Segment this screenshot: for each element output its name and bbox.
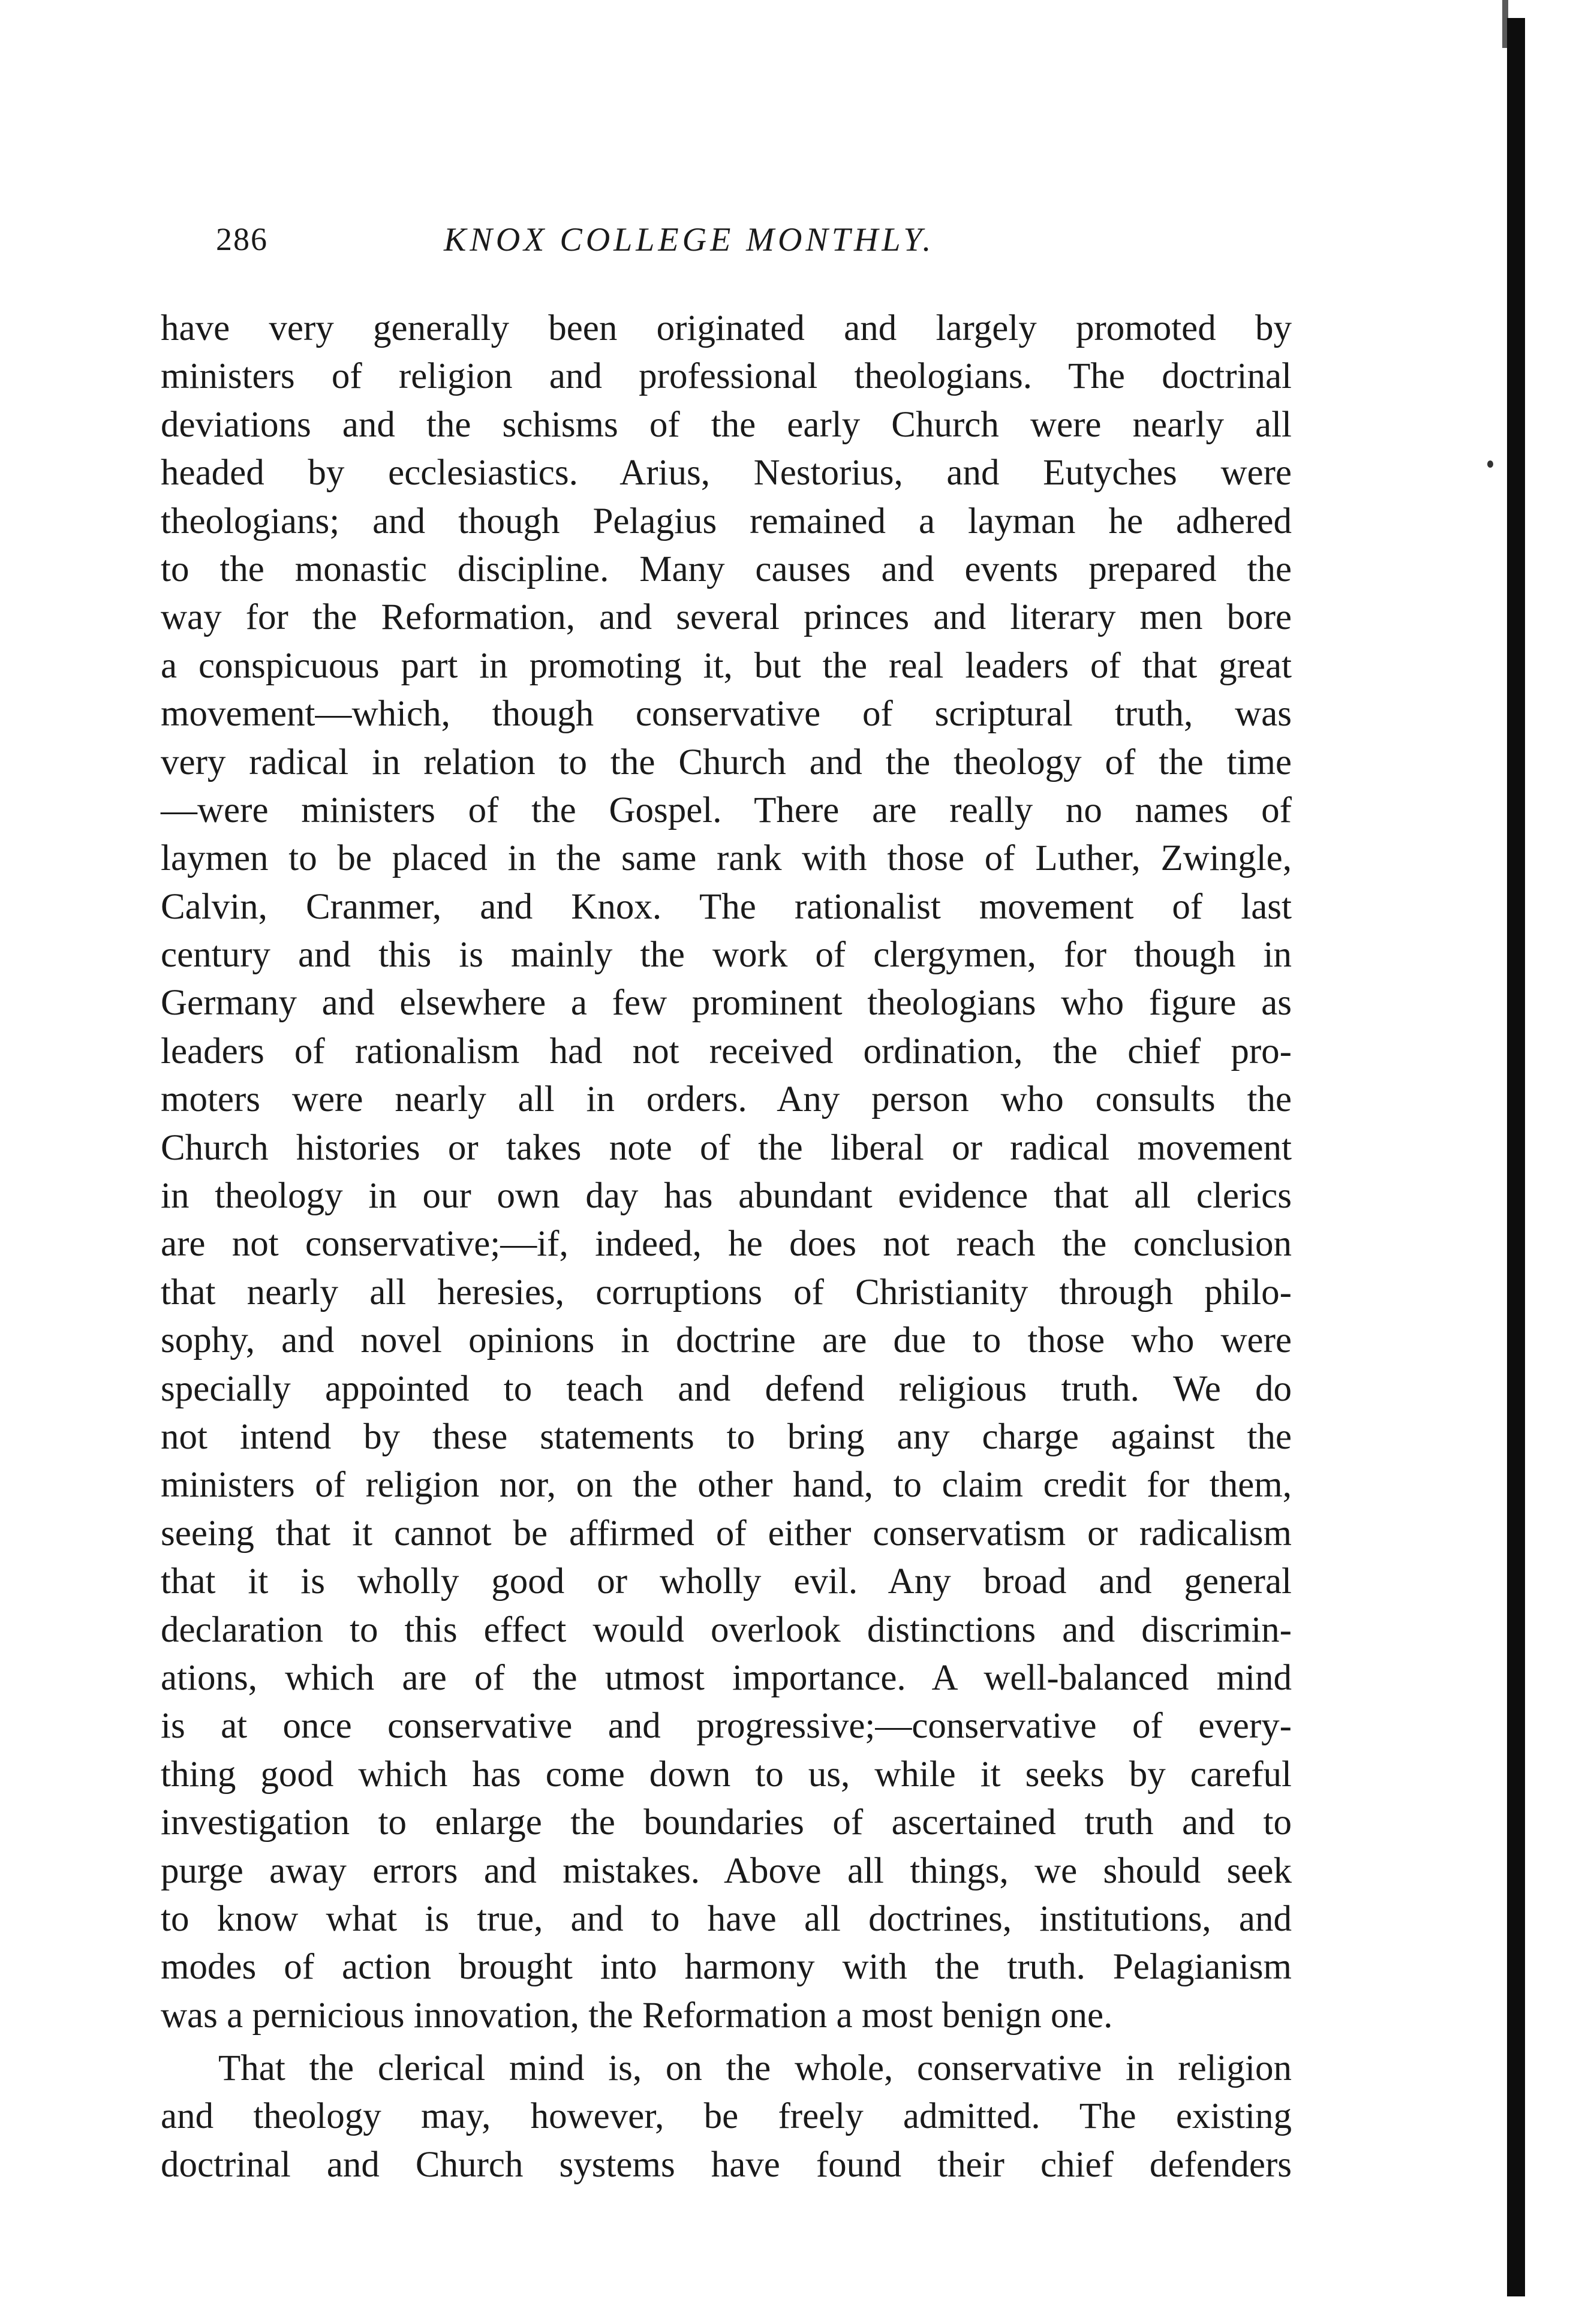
paragraph-1 <box>161 305 1292 2040</box>
text-line: way for the Reformation, and several princes and literary men bore <box>161 597 1292 638</box>
text-line: declaration to this effect would overlook distinctions and discrimin- <box>161 1609 1292 1650</box>
text-line: sophy, and novel opinions in doctrine are due to those who were <box>161 1320 1292 1361</box>
text-line: Calvin, Cranmer, and Knox. The rationalist movement of last <box>161 886 1292 927</box>
text-line: is at once conservative and progressive;—conservative of every- <box>161 1706 1292 1747</box>
text-line: moters were nearly all in orders. Any person who consults the <box>161 1079 1292 1120</box>
text-line: movement—which, though conservative of scriptural truth, was <box>161 694 1292 734</box>
scan-edge-bar <box>1507 18 1525 2296</box>
text-line: was a pernicious innovation, the Reformation a most benign one. <box>161 1995 1113 2036</box>
text-line: ministers of religion and professional theologians. The doctrinal <box>161 356 1292 397</box>
text-line: that it is wholly good or wholly evil. Any broad and general <box>161 1561 1292 1602</box>
text-line: ministers of religion nor, on the other hand, to claim credit for them, <box>161 1465 1292 1506</box>
text-line: and theology may, however, be freely admitted. The existing <box>161 2096 1292 2137</box>
text-line: that nearly all heresies, corruptions of Christianity through philo- <box>161 1272 1292 1312</box>
text-line: Germany and elsewhere a few prominent theologians who figure as <box>161 983 1292 1023</box>
text-line: very radical in relation to the Church and the theology of the time <box>161 742 1292 782</box>
body-text <box>161 305 1292 2189</box>
scan-speck <box>1487 460 1493 468</box>
text-line: Church histories or takes note of the liberal or radical movement <box>161 1127 1292 1168</box>
text-line: century and this is mainly the work of clergymen, for though in <box>161 935 1292 976</box>
text-line: seeing that it cannot be affirmed of either conservatism or radicalism <box>161 1513 1292 1554</box>
text-line: doctrinal and Church systems have found their chief defenders <box>161 2144 1292 2185</box>
text-line: deviations and the schisms of the early Church were nearly all <box>161 404 1292 445</box>
text-line: thing good which has come down to us, while it seeks by careful <box>161 1754 1292 1795</box>
running-title: KNOX COLLEGE MONTHLY. <box>444 221 935 258</box>
text-line: —were ministers of the Gospel. There are really no names of <box>161 790 1292 830</box>
text-line: have very generally been originated and largely promoted by <box>161 308 1292 348</box>
text-line: laymen to be placed in the same rank with those of Luther, Zwingle, <box>161 838 1292 879</box>
text-line: leaders of rationalism had not received ordination, the chief pro- <box>161 1031 1292 1071</box>
text-line: specially appointed to teach and defend religious truth. We do <box>161 1368 1292 1409</box>
text-line: in theology in our own day has abundant evidence that all clerics <box>161 1176 1292 1217</box>
text-line: investigation to enlarge the boundaries of ascertained truth and to <box>161 1802 1292 1843</box>
text-line: are not conservative;—if, indeed, he does not reach the conclusion <box>161 1224 1292 1265</box>
page-header <box>216 221 1289 269</box>
text-line: to the monastic discipline. Many causes and events prepared the <box>161 549 1292 589</box>
text-line: ations, which are of the utmost importance. A well-balanced mind <box>161 1657 1292 1698</box>
text-line: modes of action brought into harmony with the truth. Pelagianism <box>161 1947 1292 1988</box>
page-number: 286 <box>216 221 268 257</box>
text-line: to know what is true, and to have all doctrines, institutions, and <box>161 1898 1292 1939</box>
text-line: purge away errors and mistakes. Above all things, we should seek <box>161 1850 1292 1891</box>
text-line: a conspicuous part in promoting it, but the real leaders of that great <box>161 645 1292 686</box>
text-line: That the clerical mind is, on the whole, conservative in religion <box>218 2048 1292 2089</box>
text-line: not intend by these statements to bring any charge against the <box>161 1416 1292 1457</box>
paragraph-2 <box>161 2045 1292 2189</box>
text-line: headed by ecclesiastics. Arius, Nestorius, and Eutyches were <box>161 453 1292 493</box>
text-line: theologians; and though Pelagius remained a layman he adhered <box>161 501 1292 541</box>
